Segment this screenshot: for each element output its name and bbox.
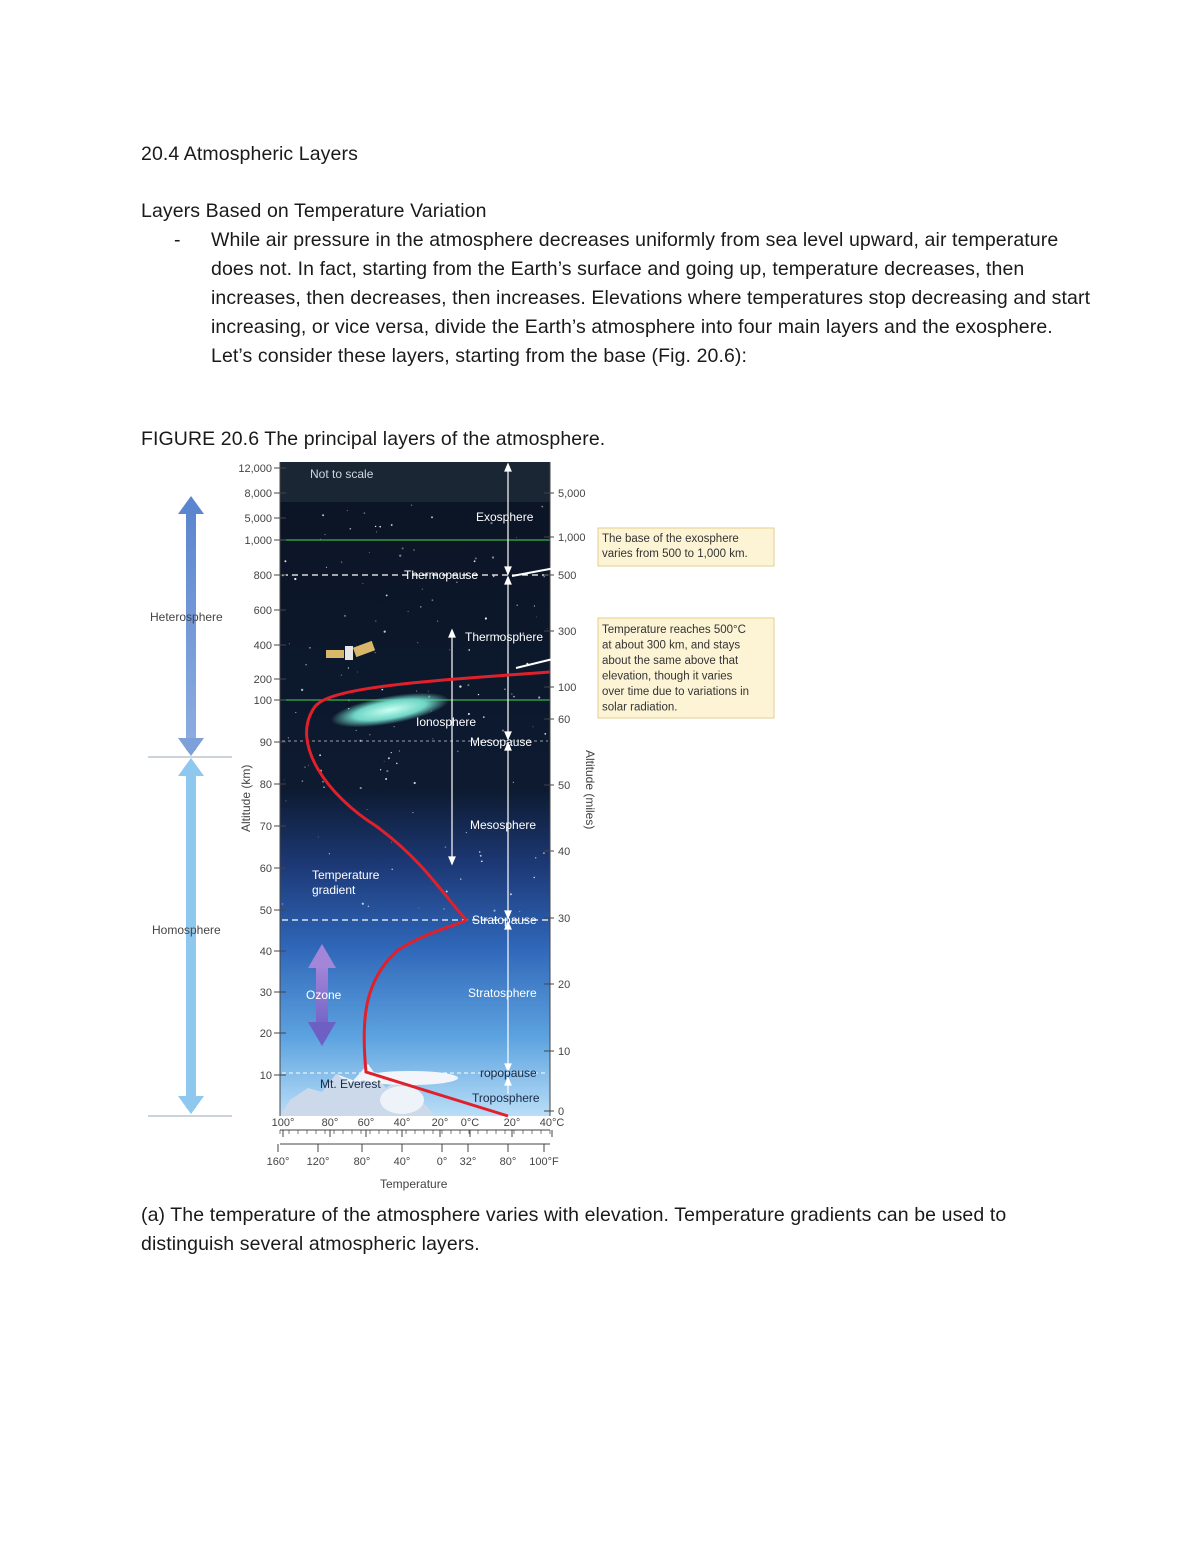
- right-tick-label: 50: [558, 780, 571, 792]
- star: [413, 549, 414, 550]
- mesosphere-label: Mesosphere: [470, 818, 537, 832]
- star: [493, 910, 495, 912]
- star: [468, 649, 470, 651]
- star: [304, 766, 305, 767]
- star: [402, 547, 404, 549]
- thermosphere-label: Thermosphere: [465, 630, 544, 644]
- star: [418, 908, 419, 909]
- star: [544, 733, 546, 735]
- star: [420, 606, 422, 608]
- star: [364, 512, 366, 514]
- star: [478, 694, 479, 695]
- star: [516, 537, 517, 538]
- subsection-heading: Layers Based on Temperature Variation: [141, 200, 487, 222]
- fahrenheit-tick-label: 80°: [499, 1156, 517, 1168]
- star: [380, 769, 381, 770]
- star: [437, 621, 438, 622]
- star: [326, 567, 327, 568]
- callout-thermosphere-line: at about 300 km, and stays: [602, 639, 741, 652]
- callout-thermosphere-line: elevation, though it varies: [602, 670, 733, 683]
- star: [391, 524, 393, 526]
- star: [319, 754, 321, 756]
- star: [513, 696, 515, 698]
- troposphere-label: Troposphere: [472, 1091, 540, 1105]
- star: [391, 842, 392, 843]
- heterosphere-label: Heterosphere: [150, 610, 223, 624]
- not-to-scale-label: Not to scale: [310, 467, 374, 481]
- star: [534, 605, 535, 606]
- star: [475, 557, 477, 559]
- callout-thermosphere: [516, 618, 774, 718]
- star: [513, 782, 514, 783]
- star: [284, 779, 285, 780]
- star: [483, 716, 485, 718]
- star: [412, 812, 413, 813]
- left-tick-label: 400: [253, 640, 272, 652]
- celsius-tick-label: 0°C: [460, 1117, 480, 1129]
- fahrenheit-tick-label: 0°: [436, 1156, 448, 1168]
- fahrenheit-tick-label: 100°F: [529, 1156, 559, 1168]
- star: [543, 576, 545, 578]
- star: [308, 765, 309, 766]
- star: [480, 855, 482, 857]
- left-tick-label: 200: [253, 674, 272, 686]
- right-tick-label: 40: [558, 846, 571, 858]
- star: [411, 504, 413, 506]
- star: [510, 893, 512, 895]
- stratosphere-label: Stratosphere: [468, 986, 537, 1000]
- star: [493, 576, 495, 578]
- star: [288, 737, 289, 738]
- homosphere-label: Homosphere: [152, 923, 221, 937]
- star: [376, 531, 377, 532]
- star: [467, 684, 469, 686]
- star: [369, 552, 370, 553]
- figure-caption: (a) The temperature of the atmosphere varies with elevation. Temperature gradients can be used to distinguish several atmospheric layers.: [141, 1204, 1007, 1255]
- star: [295, 712, 296, 713]
- star: [511, 693, 513, 695]
- star: [479, 851, 481, 853]
- left-tick-label: 1,000: [244, 535, 272, 547]
- celsius-tick-label: 100°: [271, 1117, 295, 1129]
- star: [362, 583, 363, 584]
- star: [431, 516, 433, 518]
- left-tick-label: 30: [259, 987, 272, 999]
- x-axis-title: Temperature: [380, 1177, 448, 1191]
- star: [384, 630, 386, 632]
- left-axis-title: Altitude (km): [239, 764, 253, 832]
- callout-exosphere-line1: The base of the exosphere: [602, 533, 739, 545]
- star: [449, 649, 450, 650]
- star: [369, 734, 370, 735]
- star: [519, 911, 520, 912]
- star: [302, 780, 304, 782]
- fahrenheit-tick-label: 32°: [459, 1156, 477, 1168]
- callout-thermosphere-line: about the same above that: [602, 655, 739, 667]
- left-tick-label: 70: [259, 821, 272, 833]
- mesopause-label: Mesopause: [470, 735, 533, 749]
- temperature-gradient-label-line1: Temperature: [312, 868, 380, 882]
- left-tick-label: 100: [253, 695, 272, 707]
- star: [357, 672, 358, 673]
- star: [445, 846, 447, 848]
- star: [474, 560, 476, 562]
- left-tick-label: 10: [259, 1070, 272, 1082]
- star: [492, 556, 494, 558]
- atmosphere-layers-figure: [140, 460, 790, 1195]
- star: [381, 689, 383, 691]
- right-tick-label: 5,000: [558, 488, 586, 500]
- celsius-tick-label: 20°: [503, 1117, 521, 1129]
- star: [301, 689, 303, 691]
- star: [318, 836, 319, 837]
- star: [294, 578, 296, 580]
- celsius-tick-label: 40°: [393, 1117, 411, 1129]
- star: [344, 615, 346, 617]
- star: [323, 786, 325, 788]
- star: [485, 617, 487, 619]
- celsius-tick-label: 20°: [431, 1117, 449, 1129]
- left-tick-label: 20: [259, 1028, 272, 1040]
- heterosphere-arrow: [178, 496, 204, 756]
- star: [533, 877, 534, 878]
- star: [348, 667, 349, 668]
- fahrenheit-tick-label: 120°: [306, 1156, 330, 1168]
- star: [399, 751, 400, 752]
- star: [459, 685, 461, 687]
- star: [536, 617, 537, 618]
- star: [356, 730, 357, 731]
- left-tick-label: 5,000: [244, 513, 272, 525]
- star: [368, 905, 370, 907]
- star: [386, 770, 388, 772]
- cloud-tower: [380, 1086, 424, 1114]
- star: [417, 642, 418, 643]
- star: [547, 628, 548, 629]
- left-tick-label: 80: [259, 779, 272, 791]
- star: [457, 751, 459, 753]
- fahrenheit-tick-label: 80°: [353, 1156, 371, 1168]
- star: [543, 852, 545, 854]
- stratopause-label: Stratopause: [472, 913, 537, 927]
- star: [399, 555, 401, 557]
- right-tick-label: 500: [558, 570, 577, 582]
- left-tick-label: 90: [259, 737, 272, 749]
- callout-exosphere-line2: varies from 500 to 1,000 km.: [602, 548, 748, 560]
- star: [362, 903, 364, 905]
- star: [385, 778, 387, 780]
- star: [408, 611, 409, 612]
- star: [428, 691, 429, 692]
- star: [391, 869, 392, 870]
- callout-thermosphere-line: Temperature reaches 500°C: [602, 624, 746, 636]
- mt-everest-label: Mt. Everest: [320, 1077, 381, 1091]
- right-tick-label: 1,000: [558, 532, 586, 544]
- left-tick-label: 50: [259, 905, 272, 917]
- ozone-label: Ozone: [306, 988, 342, 1002]
- star: [396, 763, 398, 765]
- star: [375, 526, 376, 527]
- star: [384, 761, 385, 762]
- left-tick-label: 8,000: [244, 488, 272, 500]
- star: [325, 534, 326, 535]
- star: [289, 643, 290, 644]
- fahrenheit-tick-label: 160°: [266, 1156, 290, 1168]
- right-tick-label: 10: [558, 1046, 571, 1058]
- star: [367, 809, 368, 810]
- star: [375, 620, 376, 621]
- star: [535, 857, 536, 858]
- thermopause-label: Thermopause: [404, 568, 479, 582]
- star: [305, 664, 307, 666]
- right-tick-label: 100: [558, 682, 577, 694]
- temperature-scale-ticks: [267, 1117, 565, 1168]
- star: [347, 510, 348, 511]
- star: [504, 689, 506, 691]
- left-tick-label: 12,000: [238, 463, 272, 475]
- callout-thermosphere-line: over time due to variations in: [602, 686, 750, 698]
- left-tick-label: 800: [253, 570, 272, 582]
- star: [309, 647, 311, 649]
- star: [285, 800, 286, 801]
- callout-thermosphere-line: solar radiation.: [602, 701, 678, 714]
- star: [422, 588, 423, 589]
- callout-exosphere: [512, 528, 774, 576]
- star: [394, 726, 395, 727]
- temperature-gradient-label-line2: gradient: [312, 883, 356, 897]
- right-tick-label: 60: [558, 714, 571, 726]
- star: [284, 560, 286, 562]
- star: [541, 506, 543, 508]
- figure-title: FIGURE 20.6 The principal layers of the atmosphere.: [141, 428, 606, 450]
- ionosphere-label: Ionosphere: [416, 715, 477, 729]
- right-tick-label: 300: [558, 626, 577, 638]
- star: [432, 738, 433, 739]
- star: [341, 674, 342, 675]
- star: [386, 594, 388, 596]
- star: [502, 730, 504, 732]
- celsius-tick-label: 60°: [357, 1117, 375, 1129]
- star: [443, 908, 444, 909]
- star: [282, 903, 283, 904]
- star: [532, 726, 533, 727]
- star: [516, 604, 518, 606]
- tropopause-label: ropopause: [480, 1066, 537, 1080]
- star: [322, 781, 324, 783]
- left-tick-label: 60: [259, 863, 272, 875]
- fahrenheit-tick-label: 40°: [393, 1156, 411, 1168]
- section-heading: 20.4 Atmospheric Layers: [141, 143, 358, 165]
- exosphere-label: Exosphere: [476, 510, 534, 524]
- star: [414, 782, 416, 784]
- star: [375, 652, 376, 653]
- right-tick-label: 0: [558, 1106, 565, 1118]
- bullet-marker: -: [174, 229, 181, 251]
- star: [329, 853, 330, 854]
- star: [360, 787, 362, 789]
- right-tick-label: 30: [558, 913, 571, 925]
- star: [481, 860, 483, 862]
- star: [416, 691, 417, 692]
- right-axis-title: Altitude (miles): [583, 750, 597, 830]
- star: [388, 757, 390, 759]
- star: [379, 526, 381, 528]
- star: [322, 514, 324, 516]
- bullet-paragraph: While air pressure in the atmosphere decreases uniformly from sea level upward, air temperature does not. In fact, starting from the Earth’s surface and going up, temperature decreases, then increases, then decreases, then increases. Elevations where temperatures stop decreasing and start increasing, or vice versa, divide the Earth’s atmosphere into four main layers and the exosphere. Let’s consider these layers, starting from the base (Fig. 20.6):: [211, 229, 1091, 367]
- star: [391, 752, 392, 753]
- celsius-tick-label: 40°C: [539, 1117, 565, 1129]
- celsius-tick-label: 80°: [321, 1117, 339, 1129]
- star: [538, 696, 540, 698]
- star: [466, 832, 467, 833]
- star: [350, 528, 352, 530]
- star: [460, 878, 461, 879]
- star: [341, 561, 343, 563]
- star: [446, 890, 448, 892]
- right-tick-label: 20: [558, 979, 571, 991]
- star: [432, 599, 434, 601]
- left-tick-label: 600: [253, 605, 272, 617]
- left-tick-label: 40: [259, 946, 272, 958]
